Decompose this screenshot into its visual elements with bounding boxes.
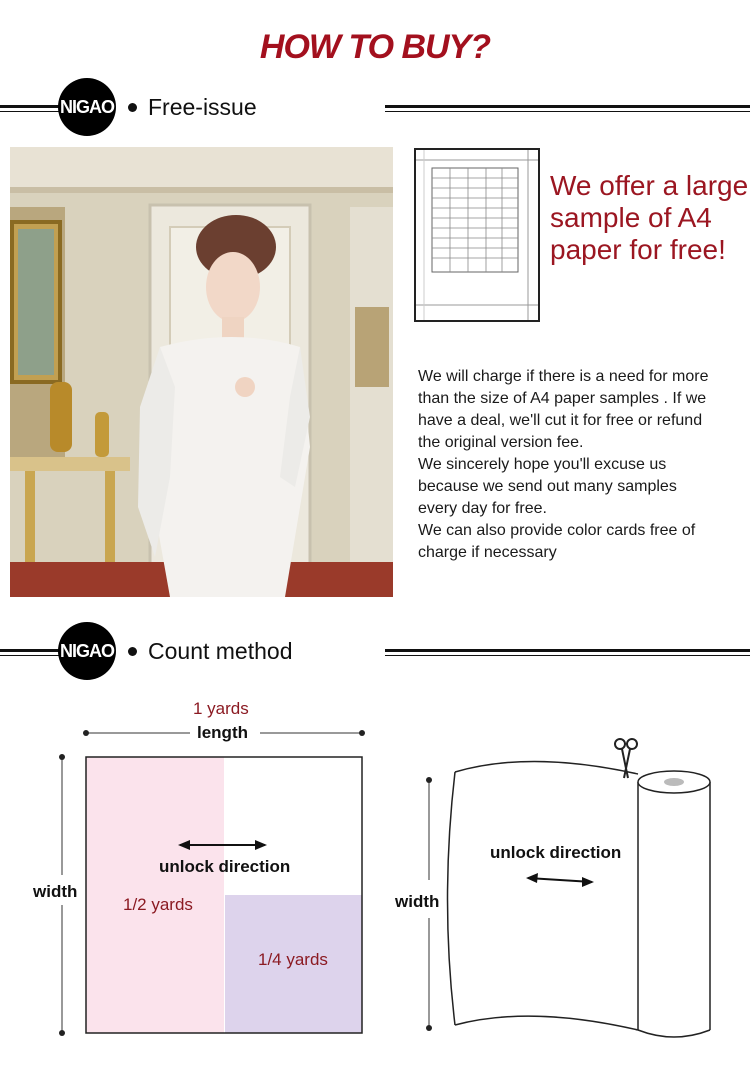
- product-photo: [10, 147, 393, 597]
- page-title: HOW TO BUY?: [259, 28, 491, 66]
- sample-policy-text: [418, 366, 748, 564]
- free-sample-offer: We offer a large sample of A4 paper for free!: [550, 170, 749, 265]
- policy-line: charge if necessary: [418, 544, 557, 561]
- policy-line: We will charge if there is a need for more: [418, 368, 709, 385]
- roll-width-label: width: [395, 892, 440, 911]
- nigao-logo: NIGAO: [58, 78, 116, 136]
- policy-line: We can also provide color cards free of: [418, 522, 696, 539]
- length-label: length: [197, 723, 248, 742]
- nigao-logo: NIGAO: [58, 622, 116, 680]
- unlock-direction-label: unlock direction: [159, 857, 291, 876]
- policy-line: We sincerely hope you'll excuse us: [418, 456, 667, 473]
- policy-line: every day for free.: [418, 500, 547, 517]
- policy-line: the original version fee.: [418, 434, 584, 451]
- section-rule-left: [0, 649, 60, 656]
- section-label-count-method: Count method: [148, 638, 293, 664]
- quarter-yard-label: 1/4 yards: [258, 950, 328, 969]
- policy-line: have a deal, we'll cut it for free or refund: [418, 412, 703, 429]
- one-yard-label: 1 yards: [193, 699, 249, 718]
- section-rule-left: [0, 105, 60, 112]
- a4-paper-illustration: [414, 148, 540, 322]
- bullet-dot: [128, 103, 137, 112]
- scissors-icon: [615, 739, 637, 778]
- policy-line: because we send out many samples: [418, 478, 677, 495]
- roll-unlock-direction-label: unlock direction: [490, 843, 622, 862]
- fabric-roll-diagram: [380, 730, 750, 1050]
- section-rule-right: [385, 105, 750, 112]
- section-label-free-issue: Free-issue: [148, 94, 257, 120]
- half-yard-label: 1/2 yards: [123, 895, 193, 914]
- policy-line: than the size of A4 paper samples . If we: [418, 390, 707, 407]
- section-rule-right: [385, 649, 750, 656]
- width-label: width: [33, 882, 78, 901]
- bullet-dot: [128, 647, 137, 656]
